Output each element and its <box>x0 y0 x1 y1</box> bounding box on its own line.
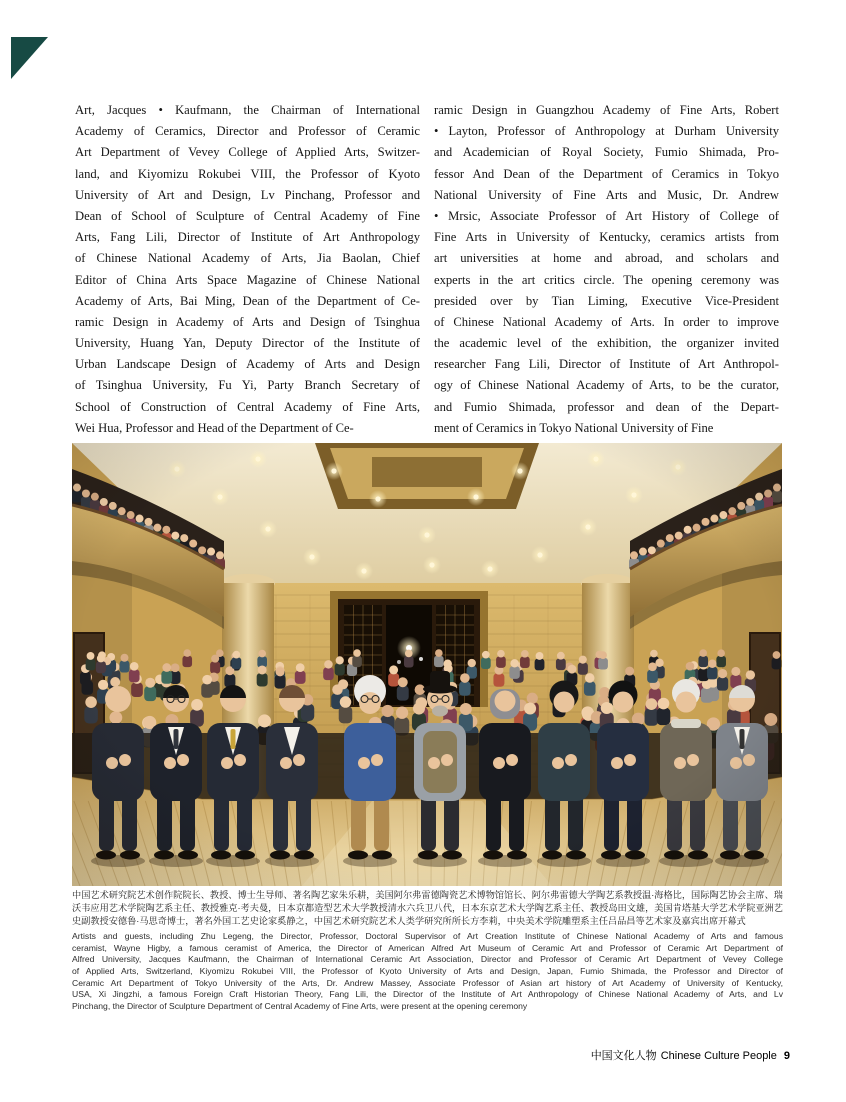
text-line: of Tsinghua University, Fu Yi, Party Branch Secretary of <box>75 378 420 393</box>
text-line: Art Department of Vevey College of Applied Arts, Switzer- <box>75 145 420 160</box>
text-line: Urban Landscape Design of Academy of Arts and Design <box>75 357 420 372</box>
ceremony-photo <box>72 443 782 886</box>
photo-caption-chinese <box>72 889 783 928</box>
text-line: Dean of School of Sculpture of Central Academy of Fine <box>75 208 420 223</box>
text-line: of Applied Arts, Switzerland, Kiyomizu Rokubei VIII, the Professor of Kyoto University of Arts and Design, Japan, Fumio Shimada, the Professor and Director of <box>72 966 783 977</box>
lens-vignette <box>72 443 782 886</box>
article-body <box>75 100 779 439</box>
text-line: Editor of China Arts Space Magazine of Chinese National <box>75 272 420 287</box>
page-footer <box>0 1047 790 1063</box>
text-line: University, Huang Yan, Deputy Director of the Institute of <box>75 336 420 351</box>
text-line: University of Art and Design, Lv Pinchang, Professor and <box>75 187 420 202</box>
text-line: ogy of Chinese National Academy of Arts, to be the curator, <box>434 378 779 393</box>
article-right-column <box>434 100 779 439</box>
text-line: researcher Fang Lili, Director of Institute of Art Anthropol- <box>434 357 779 372</box>
text-line: and Academician of Royal Society, Fumio Shimada, Pro- <box>434 145 779 160</box>
footer-title-en: Chinese Culture People <box>660 1050 777 1062</box>
text-line: the academic level of the exhibition, the organizer invited <box>434 336 779 351</box>
text-line: 沃韦应用艺术学院陶艺系主任、教授雅克·考夫曼，日本京都造型艺术大学教授清水六兵卫八代，日本东京艺术大学陶艺系主任、教授岛田文雄，美国肯塔基大学艺术学院亚洲艺 <box>72 903 783 913</box>
footer-title-zh: 中国文化人物 <box>590 1050 657 1062</box>
text-line: Alfred University, Jacques Kaufmann, the Chairman of International Ceramic Art Association, Director and Professor of Ceramic Art Department of Vevey College <box>72 954 783 965</box>
text-line: Fine Arts in University of Kentucky, ceramics artists from <box>434 230 779 245</box>
text-line: Wei Hua, Professor and Head of the Department of Ce- <box>75 420 354 435</box>
text-line: • Layton, Professor of Anthropology at Durham University <box>434 124 779 139</box>
text-line: Art, Jacques • Kaufmann, the Chairman of International <box>75 103 420 117</box>
text-line: 史副教授安德鲁·马思奇博士，著名外国工艺史论家奚静之，中国艺术研究院艺术人类学研究所所长方李莉，中央美术学院雕塑系主任吕品昌等艺术家及嘉宾出席开幕式 <box>72 916 746 926</box>
text-line: ramic Design in Guangzhou Academy of Fine Arts, Robert <box>434 103 779 117</box>
text-line: and Fumio Shimada, professor and dean of the Depart- <box>434 399 779 414</box>
page-corner-accent <box>11 37 48 79</box>
text-line: of Chinese National Academy of Arts. In order to improve <box>434 314 779 329</box>
text-line: USA, Xi Jingzhi, a famous Foreign Craft Historian Theory, Fang Lili, the Director of the Institute of Art Anthropology of Chinese National Academy of Arts, and Lv <box>72 989 783 1000</box>
text-line: Artists and guests, including Zhu Legeng, the Director, Professor, Doctoral Supervisor of Art Creation Institute of Chinese National Academy of Arts and famous <box>72 931 783 941</box>
text-line: fessor And Dean of the Department of Ceramics in Tokyo <box>434 166 779 181</box>
text-line: experts in the art critics circle. The opening ceremony was <box>434 272 779 287</box>
text-line: 中国艺术研究院艺术创作院院长、教授、博士生导师、著名陶艺家朱乐耕，美国阿尔弗雷德陶瓷艺术博物馆馆长、阿尔弗雷德大学陶艺系教授温·海格比，国际陶艺协会主席、瑞 <box>72 890 783 900</box>
text-line: Ceramic Art Department of Tokyo University of the Arts, Dr. Andrew Massey, Associate Professor of Asian art history of Art Academy of University of Kentucky, <box>72 977 783 988</box>
text-line: Arts, Fang Lili, Director of Institute of Art Anthropology <box>75 230 420 245</box>
photo-caption-english <box>72 931 783 1013</box>
text-line: of Chinese National Academy of Arts, Jia Baolan, Chief <box>75 251 420 266</box>
text-line: ramic Design in Academy of Arts and Design of Tsinghua <box>75 314 420 329</box>
ceremony-photo-graphic <box>72 443 782 886</box>
text-line: ment of Ceramics in Tokyo National University of Fine <box>434 420 714 435</box>
page-number: 9 <box>783 1050 790 1062</box>
text-line: Pinchang, the Director of Sculpture Department of Central Academy of Fine Arts, were present at the opening ceremony <box>72 1001 528 1012</box>
text-line: Academy of Arts, Bai Ming, Dean of the Department of Ce- <box>75 293 420 308</box>
text-line: • Mrsic, Associate Professor of Art History of College of <box>434 208 779 223</box>
article-left-column <box>75 100 420 439</box>
text-line: art universities at home and abroad, and scholars and <box>434 251 779 266</box>
text-line: School of Construction of Central Academy of Fine Arts, <box>75 399 420 414</box>
text-line: ceramist, Wayne Higby, a famous ceramist of America, the Director of American Alfred Art Museum of Ceramic Art and Professor of Ceramic Art Department of <box>72 942 783 953</box>
text-line: land, and Kiyomizu Rokubei VIII, the Professor of Kyoto <box>75 166 420 181</box>
text-line: Academy of Ceramics, Director and Professor of Ceramic <box>75 124 420 139</box>
text-line: presided over by Tian Liming, Executive Vice-President <box>434 293 779 308</box>
text-line: National University of Fine Arts and Music, Dr. Andrew <box>434 187 779 202</box>
